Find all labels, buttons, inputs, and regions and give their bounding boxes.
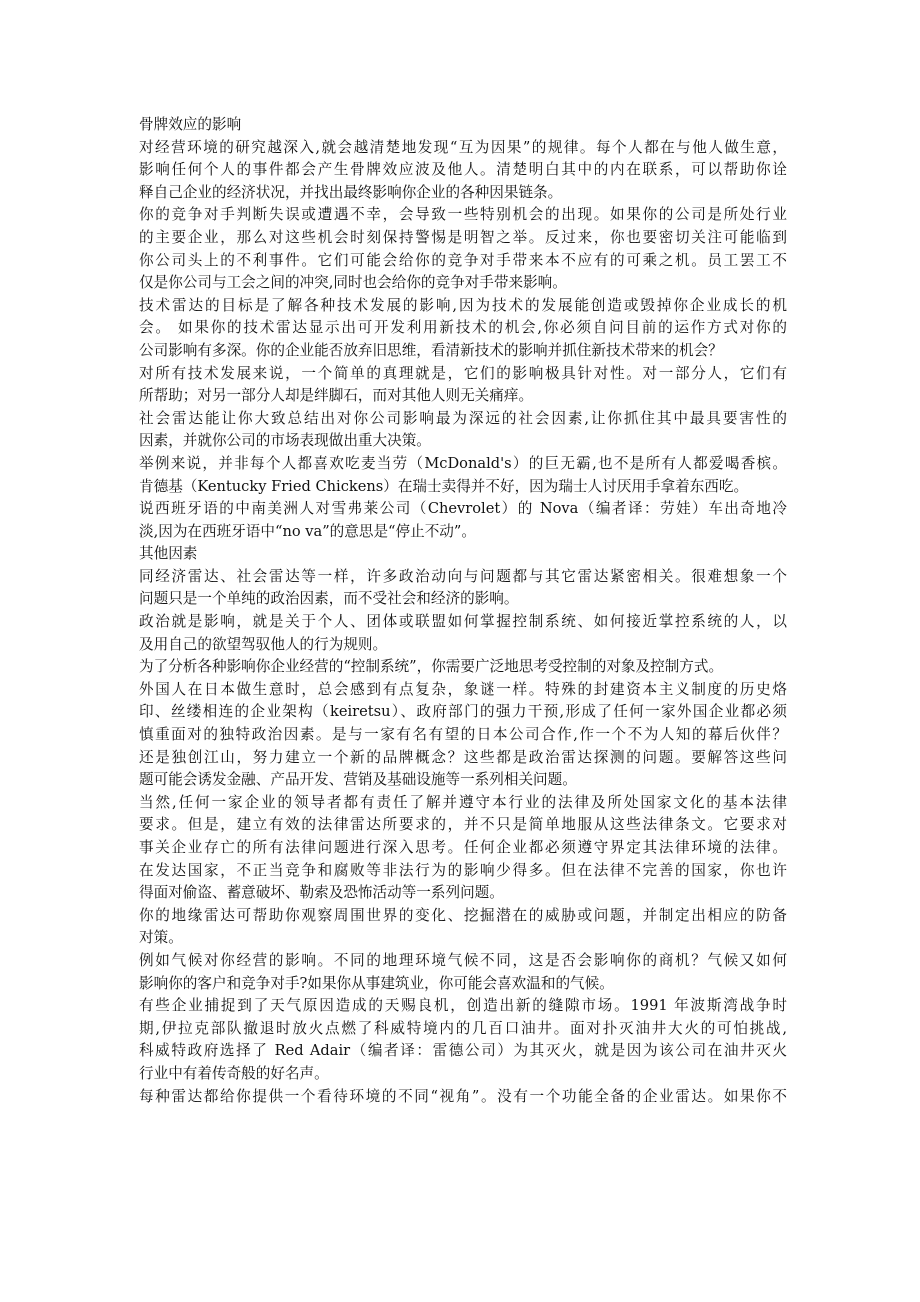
text-line: 所帮助；对另一部分人却是绊脚石，而对其他人则无关痛痒。 (139, 387, 534, 405)
text-line: 对所有技术发展来说，一个简单的真理就是，它们的影响极具针对性。对一部分人，它们有 (139, 364, 787, 382)
text-line: 政治就是影响，就是关于个人、团体或联盟如何掌握控制系统、如何接近掌控系统的人，以 (139, 613, 787, 631)
text-line: 问题只是一个单纯的政治因素，而不受社会和经济的影响。 (139, 590, 519, 608)
text-line: 在发达国家，不正当竞争和腐败等非法行为的影响少得多。但在法律不完善的国家，你也许 (139, 861, 787, 879)
text-line: 得面对偷盗、蓄意破坏、勒索及恐怖活动等一系列问题。 (139, 884, 504, 902)
text-line: 为了分析各种影响你企业经营的“控制系统”，你需要广泛地思考受控制的对象及控制方式。 (139, 658, 724, 676)
text-line: 其他因素 (139, 545, 198, 563)
text-line: 还是独创江山，努力建立一个新的品牌概念？这些都是政治雷达探测的问题。要解答这些问 (139, 748, 787, 766)
text-line: 淡,因为在西班牙语中“no va”的意思是“停止不动”。 (139, 522, 476, 540)
text-line: 外国人在日本做生意时，总会感到有点复杂，象谜一样。特殊的封建资本主义制度的历史烙 (139, 680, 787, 698)
text-line: 对经营环境的研究越深入,就会越清楚地发现“互为因果”的规律。每个人都在与他人做生意， (139, 138, 787, 156)
text-line: 对策。 (139, 929, 183, 947)
text-line: 有些企业捕捉到了天气原因造成的天赐良机，创造出新的缝隙市场。1991 年波斯湾战争时 (139, 997, 787, 1015)
text-line: 印、丝缕相连的企业架构（keiretsu）、政府部门的强力干预,形成了任何一家外国企业都必须 (139, 703, 787, 721)
text-line: 会。 如果你的技术雷达显示出可开发利用新技术的机会,你必须自问目前的运作方式对你的 (139, 319, 787, 337)
text-line: 及用自己的欲望驾驭他人的行为规则。 (139, 635, 388, 653)
text-line: 释自己企业的经济状况，并找出最终影响你企业的各种因果链条。 (139, 183, 563, 201)
text-line: 技术雷达的目标是了解各种技术发展的影响,因为技术的发展能创造或毁掉你企业成长的机 (139, 296, 787, 314)
text-line: 你公司头上的不利事件。它们可能会给你的竞争对手带来本不应有的可乘之机。员工罢工不 (139, 251, 787, 269)
text-line: 要求。但是，建立有效的法律雷达所要求的，并不只是简单地服从这些法律条文。它要求对 (139, 816, 787, 834)
text-line: 说西班牙语的中南美洲人对雪弗莱公司（Chevrolet）的 Nova（编者译：劳娃）车出奇地冷 (139, 500, 787, 518)
text-line: 的主要企业，那么对这些机会时刻保持警惕是明智之举。反过来，你也要密切关注可能临到 (139, 228, 787, 246)
text-line: 当然,任何一家企业的领导者都有责任了解并遵守本行业的法律及所处国家文化的基本法律 (139, 793, 787, 811)
text-line: 骨牌效应的影响 (139, 116, 242, 133)
text-line: 科威特政府选择了 Red Adair（编者译：雷德公司）为其灭火，就是因为该公司在油井灭火 (139, 1042, 787, 1060)
text-line: 公司影响有多深。你的企业能否放弃旧思维，看清新技术的影响并抓住新技术带来的机会？ (139, 341, 723, 359)
text-line: 影响任何个人的事件都会产生骨牌效应波及他人。清楚明白其中的内在联系，可以帮助你诠 (139, 161, 787, 179)
text-line: 每种雷达都给你提供一个看待环境的不同“视角”。没有一个功能全备的企业雷达。如果你不 (139, 1087, 787, 1105)
text-line: 期,伊拉克部队撤退时放火点燃了科威特境内的几百口油井。面对扑灭油井大火的可怕挑战, (139, 1019, 787, 1037)
text-line: 题可能会诱发金融、产品开发、营销及基础设施等一系列相关问题。 (139, 771, 577, 789)
text-line: 行业中有着传奇般的好名声。 (139, 1064, 329, 1082)
text-line: 仅是你公司与工会之间的冲突,同时也会给你的竞争对手带来影响。 (139, 274, 567, 292)
text-line: 你的竞争对手判断失误或遭遇不幸，会导致一些特别机会的出现。如果你的公司是所处行业 (139, 206, 787, 224)
document-body (139, 114, 787, 1108)
text-line: 事关企业存亡的所有法律问题进行深入思考。任何企业都必须遵守界定其法律环境的法律。 (139, 839, 787, 856)
text-line: 你的地缘雷达可帮助你观察周围世界的变化、挖掘潜在的威胁或问题，并制定出相应的防备 (139, 906, 787, 924)
text-line: 举例来说，并非每个人都喜欢吃麦当劳（McDonald's）的巨无霸,也不是所有人都爱喝香槟。 (139, 454, 787, 472)
text-line: 因素，并就你公司的市场表现做出重大决策。 (139, 432, 431, 450)
text-line: 社会雷达能让你大致总结出对你公司影响最为深远的社会因素,让你抓住其中最具要害性的 (139, 409, 787, 427)
text-line: 慎重面对的独特政治因素。是与一家有名有望的日本公司合作,作一个不为人知的幕后伙伴？ (139, 726, 787, 744)
text-line: 同经济雷达、社会雷达等一样，许多政治动向与问题都与其它雷达紧密相关。很难想象一个 (139, 567, 787, 585)
text-line: 肯德基（Kentucky Fried Chickens）在瑞士卖得并不好，因为瑞士人讨厌用手拿着东西吃。 (139, 477, 749, 495)
text-line: 例如气候对你经营的影响。不同的地理环境气候不同，这是否会影响你的商机？气候又如何 (139, 951, 787, 969)
text-line: 影响你的客户和竞争对手?如果你从事建筑业，你可能会喜欢温和的气候。 (139, 974, 614, 992)
